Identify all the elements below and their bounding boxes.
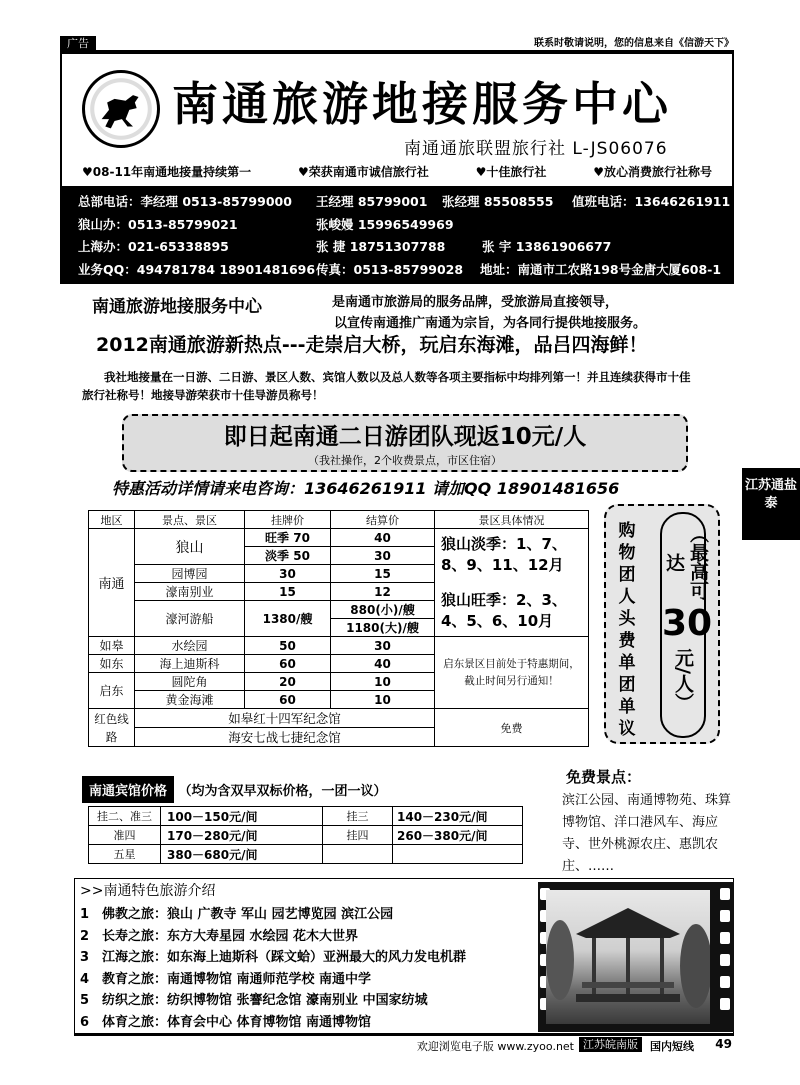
hotel-tag: 南通宾馆价格	[82, 776, 174, 803]
contact-hq: 总部电话：李经理 0513-85799000	[78, 194, 292, 209]
free-spots-title: 免费景点：	[566, 768, 642, 786]
settle-cell: 30	[331, 547, 435, 565]
hotel-table	[88, 806, 523, 864]
intro-name: 南通旅游地接服务中心	[92, 297, 262, 317]
season-info-cell: 狼山淡季：1、7、8、9、11、12月 狼山旺季：2、3、4、5、6、10月	[435, 529, 589, 637]
price-cell: 30	[245, 565, 331, 583]
table-row: 准四 170－280元/间 挂四 260－380元/间	[89, 826, 523, 845]
price-cell: 20	[245, 673, 331, 691]
spot-cell: 水绘园	[135, 637, 245, 655]
promo-title: 即日起南通二日游团队现返10元/人	[223, 424, 587, 450]
settle-cell: 10	[331, 691, 435, 709]
contact-fax: 传真：0513-85799028	[316, 262, 464, 277]
spot-cell: 海安七战七捷纪念馆	[135, 728, 435, 747]
settle-cell: 12	[331, 583, 435, 601]
footer-site: 欢迎浏览电子版 www.zyoo.net	[416, 1040, 574, 1053]
list-item: 2 长寿之旅：东方大寿星园 水绘园 花木大世界	[80, 928, 359, 944]
region-tab: 江苏通盐 泰	[742, 468, 800, 540]
list-item: 4 教育之旅：南通博物馆 南通师范学校 南通中学	[80, 971, 372, 987]
contact-wang: 王经理 85799001	[316, 194, 428, 209]
list-item: 6 体育之旅：体育会中心 体育博物馆 南通博物馆	[80, 1014, 372, 1030]
footer-edition-tag: 江苏皖南版	[579, 1037, 642, 1052]
honor-item: ♥放心消费旅行社称号	[593, 165, 712, 179]
region-cell: 红色线路	[89, 709, 135, 747]
contact-shanghai: 上海办：021-65338895	[78, 239, 229, 254]
settle-cell: 30	[331, 637, 435, 655]
table-row: 挂二、准三 100－150元/间 挂三 140－230元/间	[89, 807, 523, 826]
price-cell: 1380/艘	[245, 601, 331, 637]
table-row	[89, 529, 589, 547]
promo-subtitle: （我社操作，2个收费景点，市区住宿）	[308, 454, 502, 467]
settle-cell: 880(小)/艘	[331, 601, 435, 619]
max-rebate-amount: 30	[662, 603, 713, 644]
qidong-note-cell: 启东景区目前处于特惠期间，截止时间另行通知！	[435, 637, 589, 709]
max-rebate-badge: （最高可达 30 元/人）	[660, 512, 706, 738]
list-item: 3 江海之旅：如东海上迪斯科（踩文蛤）亚洲最大的风力发电机群	[80, 950, 467, 965]
col-header: 挂牌价	[245, 511, 331, 529]
table-row: 五星 380－680元/间	[89, 845, 523, 864]
region-cell: 南通	[89, 529, 135, 637]
hot-headline: 2012南通旅游新热点---走崇启大桥，玩启东海滩，品吕四海鲜！	[96, 334, 648, 356]
region-cell: 如皋	[89, 637, 135, 655]
table-row	[89, 637, 589, 655]
spot-cell: 园博园	[135, 565, 245, 583]
col-header: 结算价	[331, 511, 435, 529]
price-cell: 15	[245, 583, 331, 601]
list-item: 5 纺织之旅：纺织博物馆 张謇纪念馆 濠南别业 中国家纺城	[80, 993, 428, 1008]
contact-zhangjunman: 张峻嫚 15996549969	[316, 217, 454, 232]
honor-item: ♥荣获南通市诚信旅行社	[297, 165, 429, 179]
contact-langshan: 狼山办：0513-85799021	[78, 217, 238, 232]
spot-cell: 濠河游船	[135, 601, 245, 637]
table-row	[89, 709, 589, 728]
features-list	[80, 904, 466, 1033]
footer-section: 国内短线	[650, 1040, 694, 1053]
price-table	[88, 510, 589, 747]
contact-zhangjie: 张 捷 18751307788	[316, 239, 446, 254]
contact-zhangyu: 张 宇 13861906677	[482, 239, 612, 254]
region-cell: 启东	[89, 673, 135, 709]
shopping-fee-text: 购物团人头费单团单议	[618, 521, 636, 739]
settle-cell: 40	[331, 529, 435, 547]
features-heading: >>南通特色旅游介绍	[80, 883, 216, 899]
intro-desc: 是南通市旅游局的服务品牌，受旅游局直接领导， 以宣传南通推广南通为宗旨，为各同行提供地接服务。	[332, 295, 647, 331]
pavilion-photo	[546, 890, 710, 1024]
contact-qq: 业务QQ：494781784 18901481696	[78, 262, 316, 277]
spot-cell: 海上迪斯科	[135, 655, 245, 673]
agency-name: 南通通旅联盟旅行社 L-JS06076	[404, 139, 668, 159]
settle-cell: 1180(大)/艘	[331, 619, 435, 637]
contact-box	[62, 186, 732, 282]
honor-item: ♥08-11年南通地接量持续第一	[82, 165, 252, 179]
hotel-note: （均为含双早双标价格，一团一议）	[178, 784, 387, 799]
region-cell: 如东	[89, 655, 135, 673]
contact-duty: 值班电话：13646261911	[572, 194, 731, 209]
price-cell: 旺季 70	[245, 529, 331, 547]
spot-cell: 狼山	[135, 529, 245, 565]
spot-cell: 濠南别业	[135, 583, 245, 601]
source-note: 联系时敬请说明，您的信息来自《信游天下》	[534, 38, 734, 49]
footer	[74, 1034, 734, 1052]
col-header: 景点、景区	[135, 511, 245, 529]
price-cell: 60	[245, 691, 331, 709]
contact-zhang: 张经理 85508555	[442, 194, 554, 209]
honors-row	[62, 163, 732, 180]
settle-cell: 15	[331, 565, 435, 583]
page-number: 49	[715, 1037, 732, 1051]
contact-address: 地址：南通市工农路198号金唐大厦608-1	[480, 262, 722, 277]
settle-cell: 10	[331, 673, 435, 691]
hotel-heading	[82, 776, 387, 803]
col-header: 景区具体情况	[435, 511, 589, 529]
promo-contact: 特惠活动详情请来电咨询：13646261911 请加QQ 18901481656	[112, 479, 620, 498]
page-title: 南通旅游地接服务中心	[172, 77, 672, 131]
settle-cell: 40	[331, 655, 435, 673]
price-cell: 50	[245, 637, 331, 655]
col-header: 地区	[89, 511, 135, 529]
promo-box	[122, 414, 688, 472]
free-cell: 免费	[435, 709, 589, 747]
spot-cell: 圆陀角	[135, 673, 245, 691]
horse-logo-icon	[82, 70, 160, 148]
intro-text: 我社地接量在一日游、二日游、景区人数、宾馆人数以及总人数等各项主要指标中均排列第一！并且连续获得市十佳 旅行社称号！地接导游荣获市十佳导游员称号！	[82, 370, 691, 402]
spot-cell: 黄金海滩	[135, 691, 245, 709]
ad-label: 广告	[60, 36, 96, 52]
honor-item: ♥十佳旅行社	[475, 165, 547, 179]
price-cell: 淡季 50	[245, 547, 331, 565]
list-item: 1 佛教之旅：狼山 广教寺 军山 园艺博览园 滨江公园	[80, 907, 394, 922]
free-spots-list: 滨江公园、南通博物苑、珠算博物馆、洋口港风车、海应寺、世外桃源农庄、惠凯农庄、……	[562, 793, 732, 874]
table-header-row	[89, 511, 589, 529]
price-cell: 60	[245, 655, 331, 673]
spot-cell: 如皋红十四军纪念馆	[135, 709, 435, 728]
